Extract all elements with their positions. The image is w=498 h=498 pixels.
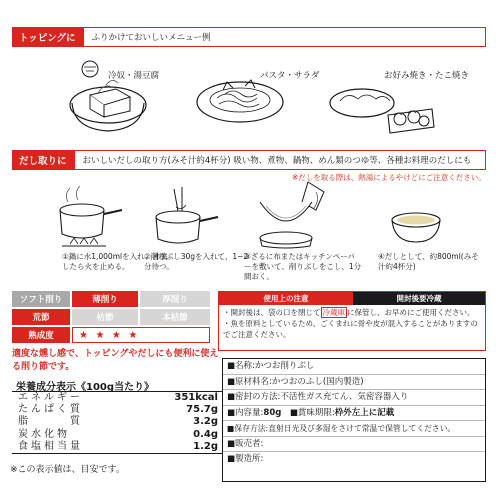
type-soft: ソフト削り: [12, 291, 70, 307]
aging-label: 熟成度: [12, 327, 70, 343]
dashi-tag: だし取りに: [13, 151, 75, 169]
lead-text: 適度な燻し感で、トッピングやだしにも便利に使える削り節です。: [12, 349, 219, 372]
nutrition-footnote: ※この表示値は、目安です。: [10, 465, 125, 475]
nutrition-title: 栄養成分表示《100g当たり》: [16, 382, 155, 393]
type-thick: 厚削り: [140, 291, 210, 307]
caution-body: [219, 305, 485, 340]
nutrition-row: 脂 質 3.2g: [18, 416, 218, 428]
caution-line-1: ・開封後は、袋の口を閉じて 冷蔵庫 に保管し、お早めにご使用ください。: [223, 308, 475, 317]
okonomiyaki-icon: [328, 75, 438, 137]
product-storage: ■保存方法:直射日光及び多湿をさけて常温で保管してください。: [223, 421, 485, 437]
soup-bowl-icon: [388, 210, 444, 246]
tongs-pot-icon: [148, 185, 220, 247]
type-arabushi: 荒節: [12, 309, 70, 325]
dashi-step-4: ④だしとして、約800ml(みそ汁約4杯分): [378, 252, 479, 271]
caution-box: [218, 291, 486, 351]
topping-label-2: パスタ・サラダ: [260, 71, 320, 81]
type-table: [12, 291, 212, 345]
caution-tab-refrigerate: 開封後要冷蔵: [353, 292, 485, 305]
nutrition-row: 食塩相当量 1.2g: [18, 440, 218, 452]
product-content: ■内容量:80g ■賞味期限:枠外左上に記載: [223, 406, 485, 422]
caution-line-2: ・魚を原料としているため、ごくまれに骨や皮が混入することがありますのでご注意ください。: [223, 319, 478, 339]
product-seal: ■密封の方法:不活性ガス充てん、気密容器入り: [223, 390, 485, 406]
topping-header: [12, 27, 486, 47]
dashi-header: [12, 150, 486, 170]
type-karebushi: 枯節: [72, 309, 138, 325]
pot-icon: [52, 184, 124, 250]
aging-stars: ★ ★ ★ ★: [72, 327, 210, 343]
nutrition-row: エネルギー 351kcal: [18, 392, 218, 403]
topping-text: ふりかけておいしいメニュー例: [91, 33, 211, 43]
topping-tag: トッピングに: [13, 28, 84, 46]
nutrition-row: 炭水化物 0.4g: [18, 428, 218, 440]
product-maker: ■製造所:: [227, 454, 264, 464]
topping-label-1: 冷奴・湯豆腐: [108, 71, 160, 81]
product-material: ■原材料名:かつおのふし(国内製造): [223, 375, 485, 391]
product-seller: ■販売者:: [223, 437, 485, 453]
nutrition-table: [12, 391, 222, 454]
type-thin: 薄削り: [72, 291, 138, 307]
strainer-icon: [246, 180, 346, 250]
dashi-step-1: ①鍋に水1,000mlを入れ、沸騰したら火を止める。: [62, 252, 168, 271]
dashi-text: おいしいだしの取り方(みそ汁約4杯分) 吸い物、煮物、鍋物、めん類のつゆ等、各種お料理のだしにも: [82, 156, 472, 166]
product-name: ■名称:かつお削りぶし: [223, 359, 485, 375]
dashi-step-3: ③ざるに布またはキッチンペーパーを敷いて、削りぶしをこし、1分間おく。: [244, 252, 362, 281]
type-honkarebushi: 本枯節: [140, 309, 210, 325]
topping-label-3: お好み焼き・たこ焼き: [384, 71, 470, 81]
product-info: [222, 358, 486, 482]
dashi-warning: ※だしを取る際は、熱湯によるやけどにご注意ください。: [292, 173, 486, 182]
tofu-bowl-icon: [68, 55, 148, 137]
dashi-step-2: ②削りぶし30gを入れて、1~2分待つ。: [144, 252, 249, 271]
caution-tab-usage: 使用上の注意: [219, 292, 353, 305]
nutrition-row: たんぱく質 75.7g: [18, 404, 218, 416]
